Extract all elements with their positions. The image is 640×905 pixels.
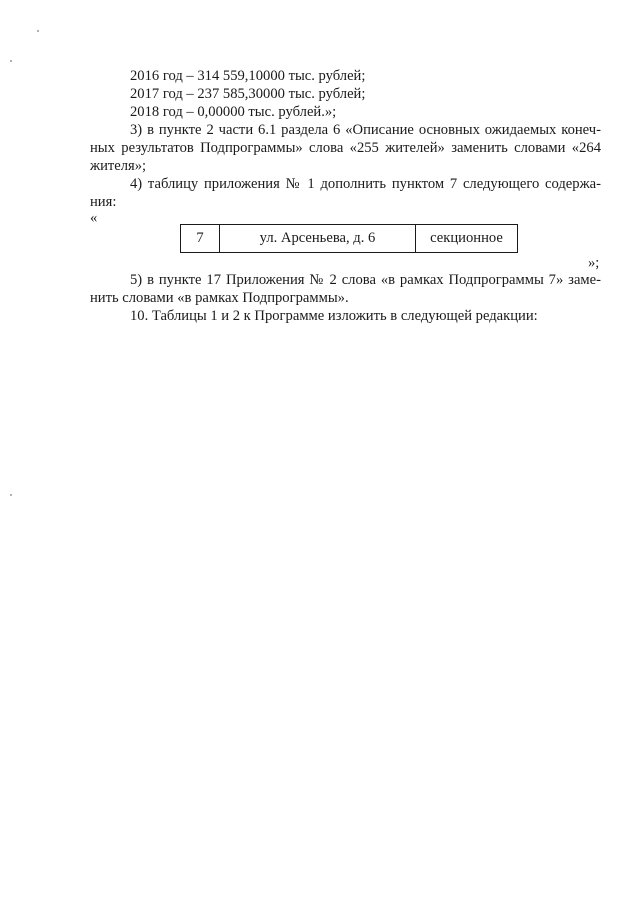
appendix-table bbox=[180, 224, 518, 253]
closing-quote: »; bbox=[588, 255, 600, 271]
item3-line2: ных результатов Подпрограммы» слова «255 жителей» заменить словами «264 bbox=[90, 140, 601, 156]
type-cell: секционное bbox=[416, 225, 518, 253]
table-row bbox=[181, 225, 518, 253]
opening-quote: « bbox=[90, 210, 98, 226]
budget-line-2018: 2018 год – 0,00000 тыс. рублей.»; bbox=[130, 104, 337, 120]
item5-line2: нить словами «в рамках Подпрограммы». bbox=[90, 290, 349, 306]
budget-line-2016: 2016 год – 314 559,10000 тыс. рублей; bbox=[130, 68, 366, 84]
item5-line1: 5) в пункте 17 Приложения № 2 слова «в рамках Подпрограммы 7» заме- bbox=[130, 272, 601, 288]
scan-speck bbox=[10, 60, 12, 62]
address-cell: ул. Арсеньева, д. 6 bbox=[220, 225, 416, 253]
item4-line2: ния: bbox=[90, 194, 117, 210]
budget-line-2017: 2017 год – 237 585,30000 тыс. рублей; bbox=[130, 86, 366, 102]
item3-line3: жителя»; bbox=[90, 158, 147, 174]
item3-line1: 3) в пункте 2 части 6.1 раздела 6 «Описание основных ожидаемых конеч- bbox=[130, 122, 601, 138]
item10-line: 10. Таблицы 1 и 2 к Программе изложить в следующей редакции: bbox=[130, 308, 538, 324]
item4-line1: 4) таблицу приложения № 1 дополнить пунктом 7 следующего содержа- bbox=[130, 176, 601, 192]
scan-speck bbox=[10, 494, 12, 496]
scan-speck bbox=[37, 30, 39, 32]
row-number-cell: 7 bbox=[181, 225, 220, 253]
